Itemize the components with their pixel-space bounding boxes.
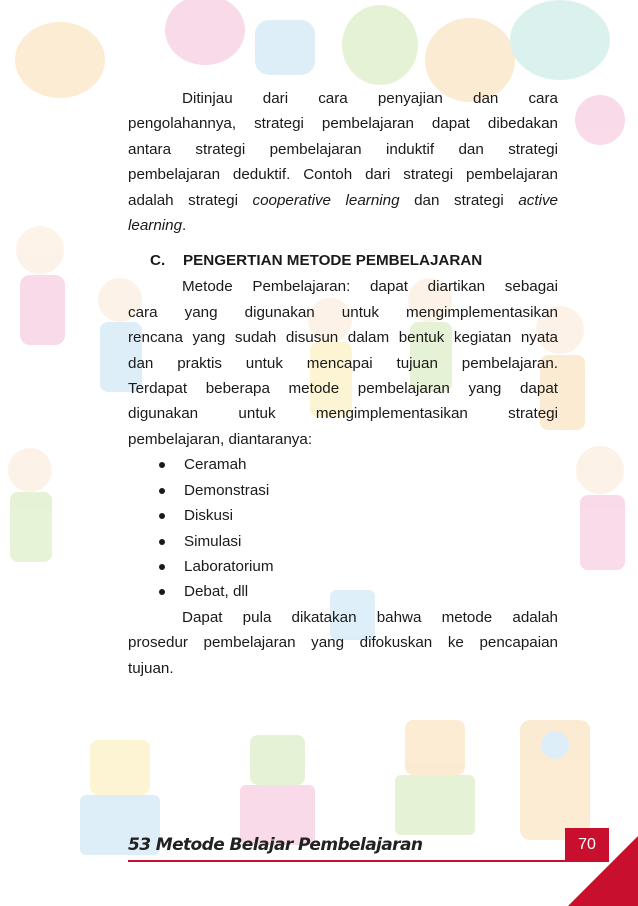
text-line (128, 188, 558, 213)
corner-decoration (568, 836, 638, 906)
text-line: Ditinjau dari cara penyajian dan cara (182, 90, 558, 107)
methods-list (128, 452, 558, 604)
list-item (156, 579, 558, 604)
bullet-icon (159, 513, 165, 519)
text-line (128, 213, 558, 238)
section-number: C. (150, 252, 166, 270)
footer-book-title: 53 Metode Belajar Pembelajaran (128, 835, 423, 855)
term-active: active (518, 191, 558, 209)
bullet-icon (159, 539, 165, 545)
list-item (156, 452, 558, 477)
text-line: pembelajaran, diantaranya: (128, 430, 313, 448)
text-line: cara yang digunakan untuk mengimplementasikan (128, 303, 558, 321)
list-item-label: Demonstrasi (184, 481, 270, 499)
list-item (156, 478, 558, 503)
footer-divider (128, 860, 568, 862)
list-item (156, 554, 558, 579)
bullet-icon (159, 564, 165, 570)
bullet-icon (159, 488, 165, 494)
text-line: tujuan. (128, 659, 174, 677)
paragraph-conclusion (128, 605, 558, 681)
list-item-label: Debat, dll (184, 583, 249, 601)
paragraph-strategy (128, 86, 558, 238)
text-line: Dapat pula dikatakan bahwa metode adalah (182, 608, 558, 626)
list-item-label: Ceramah (184, 456, 247, 474)
page-body (128, 86, 558, 681)
list-item (156, 503, 558, 528)
text-span: . (182, 217, 187, 235)
paragraph-definition (128, 274, 558, 452)
text-line: prosedur pembelajaran yang difokuskan ke pencapaian (128, 634, 558, 652)
text-line: digunakan untuk mengimplementasikan strategi (128, 405, 558, 423)
text-line: rencana yang sudah disusun dalam bentuk kegiatan nyata (128, 329, 558, 347)
list-item-label: Diskusi (184, 507, 233, 525)
text-line: pengolahannya, strategi pembelajaran dapat dibedakan (128, 115, 558, 133)
term-cooperative-learning: cooperative learning (252, 191, 400, 209)
bullet-icon (159, 589, 165, 595)
text-line: pembelajaran deduktif. Contoh dari strategi pembelajaran (128, 166, 558, 184)
text-line: Terdapat beberapa metode pembelajaran yang dapat (128, 380, 558, 398)
text-line: antara strategi pembelajaran induktif dan strategi (128, 140, 558, 158)
list-item (156, 529, 558, 554)
text-line: dan praktis untuk mencapai tujuan pembelajaran. (128, 354, 558, 372)
text-span: dan strategi (399, 191, 519, 209)
section-title: PENGERTIAN METODE PEMBELAJARAN (183, 252, 483, 270)
text-span: adalah strategi (128, 191, 253, 209)
term-learning: learning (128, 217, 183, 235)
bullet-icon (159, 462, 165, 468)
page-number: 70 (565, 828, 609, 862)
list-item-label: Laboratorium (184, 557, 274, 575)
section-heading (150, 248, 558, 274)
list-item-label: Simulasi (184, 532, 242, 550)
text-line: Metode Pembelajaran: dapat diartikan sebagai (182, 278, 558, 296)
